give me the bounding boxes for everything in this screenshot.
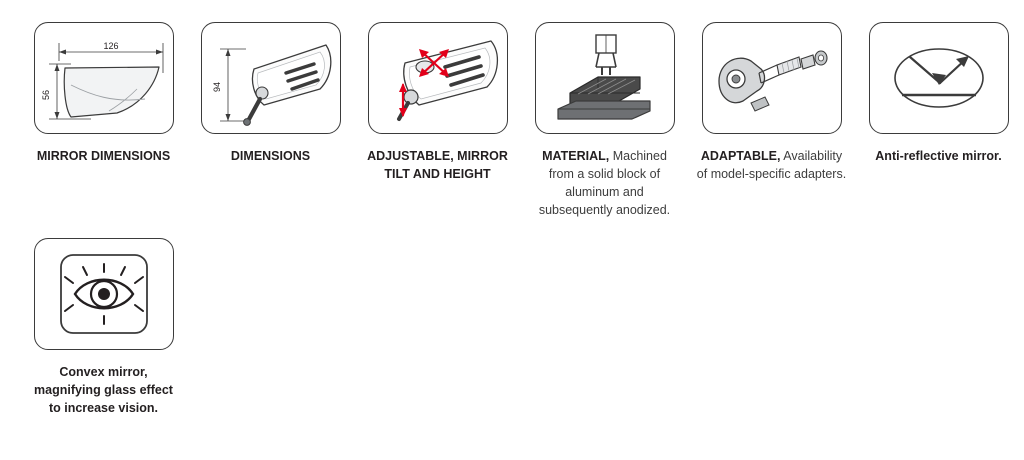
caption-anti-reflective xyxy=(864,147,1014,165)
mirror-outline-dimension-icon xyxy=(34,22,174,134)
feature-title: MIRROR DIMENSIONS xyxy=(36,149,171,163)
caption-material xyxy=(530,147,680,220)
feature-title: DIMENSIONS xyxy=(230,149,311,163)
feature-title: ADAPTABLE, xyxy=(700,149,781,163)
caption-dimensions xyxy=(196,147,346,165)
feature-adjustable xyxy=(354,22,521,183)
caption-adaptable xyxy=(697,147,847,183)
dim-width-label: 126 xyxy=(102,41,119,51)
feature-anti-reflective xyxy=(855,22,1022,165)
eye-convex-lens-icon xyxy=(34,238,174,350)
caption-mirror-dimensions xyxy=(29,147,179,165)
feature-dimensions xyxy=(187,22,354,165)
caption-adjustable xyxy=(363,147,513,183)
mirror-adjust-arrows-icon xyxy=(368,22,508,134)
mirror-stem-dimension-icon xyxy=(201,22,341,134)
feature-body: Availability of model-specific adapters. xyxy=(696,149,847,182)
feature-adaptable xyxy=(688,22,855,183)
feature-body: Machined from a solid block of aluminum and subsequently anodized. xyxy=(538,149,671,218)
feature-title: MATERIAL, xyxy=(542,149,610,163)
feature-row-2 xyxy=(0,220,1024,417)
adapter-parts-icon xyxy=(702,22,842,134)
anti-reflective-glare-icon xyxy=(869,22,1009,134)
feature-title: ADJUSTABLE, MIRROR TILT AND HEIGHT xyxy=(367,149,508,182)
feature-convex-mirror xyxy=(20,238,187,417)
feature-mirror-dimensions xyxy=(20,22,187,165)
row2-spacer xyxy=(187,238,354,417)
dim-height-label: 94 xyxy=(211,81,222,93)
dim-height-label: 56 xyxy=(40,89,51,101)
feature-row-1 xyxy=(0,0,1024,220)
feature-title: Convex mirror, magnifying glass effect to increase vision. xyxy=(34,364,173,415)
caption-convex-mirror xyxy=(29,363,179,417)
feature-material xyxy=(521,22,688,220)
feature-title: Anti-reflective mirror. xyxy=(875,149,1002,163)
cnc-milling-aluminum-icon xyxy=(535,22,675,134)
